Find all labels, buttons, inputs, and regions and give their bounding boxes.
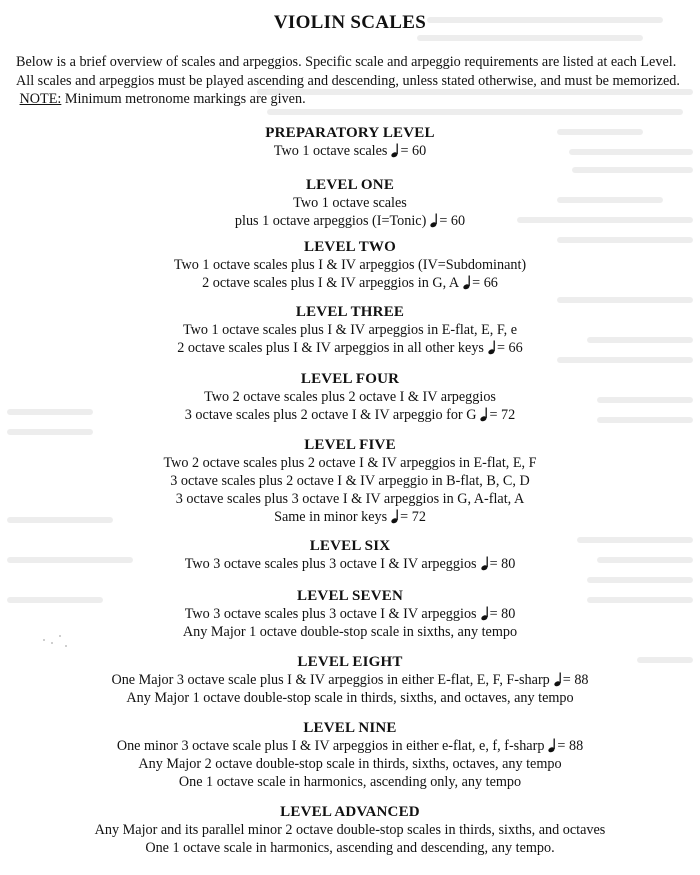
requirement-text: 3 octave scales plus 3 octave I & IV arpeggios in G, A-flat, A [175, 491, 525, 507]
level-requirement-line [0, 454, 700, 472]
requirement-text: Any Major 1 octave double-stop scale in sixths, any tempo [182, 624, 518, 640]
quarter-note-icon [481, 606, 489, 620]
note-label: NOTE: [19, 91, 62, 107]
requirement-text: Any Major and its parallel minor 2 octave double-stop scales in thirds, sixths, and octaves [94, 822, 606, 838]
requirement-text: Same in minor keys [274, 509, 388, 525]
metronome-marking: = 88 [562, 672, 589, 688]
level-heading: LEVEL SIX [309, 538, 391, 554]
level-requirement-line [0, 212, 700, 230]
requirement-text: One 1 octave scale in harmonics, ascending only, any tempo [178, 774, 522, 790]
requirement-text: One 1 octave scale in harmonics, ascending and descending, any tempo. [145, 840, 555, 856]
metronome-marking: = 88 [557, 738, 584, 754]
level-section [0, 537, 700, 573]
requirement-text: Any Major 1 octave double-stop scale in thirds, sixths, and octaves, any tempo [126, 690, 574, 706]
level-requirement-line [0, 339, 700, 357]
level-section [0, 370, 700, 424]
level-section [0, 436, 700, 526]
level-requirement-line [0, 605, 700, 623]
requirement-text: Two 1 octave scales plus I & IV arpeggios in E-flat, E, F, e [182, 322, 518, 338]
metronome-marking: = 72 [489, 407, 516, 423]
requirement-text: Two 3 octave scales plus 3 octave I & IV arpeggios [184, 606, 477, 622]
level-section [0, 587, 700, 641]
level-requirement-line [0, 623, 700, 641]
quarter-note-icon [430, 213, 438, 227]
requirement-text: One minor 3 octave scale plus I & IV arpeggios in either e-flat, e, f, f-sharp [116, 738, 545, 754]
level-requirement-line [0, 256, 700, 274]
level-requirement-line [0, 821, 700, 839]
level-heading: PREPARATORY LEVEL [265, 125, 435, 141]
level-heading: LEVEL FOUR [300, 371, 400, 387]
level-heading: LEVEL TWO [304, 239, 396, 255]
level-heading: LEVEL FIVE [304, 437, 396, 453]
quarter-note-icon [548, 738, 556, 752]
requirement-text: Two 2 octave scales plus 2 octave I & IV arpeggios in E-flat, E, F [163, 455, 537, 471]
level-section [0, 303, 700, 357]
level-section [0, 803, 700, 857]
metronome-marking: = 60 [400, 143, 427, 159]
quarter-note-icon [463, 275, 471, 289]
level-requirement-line [0, 755, 700, 773]
level-requirement-line [0, 321, 700, 339]
requirement-text: Two 3 octave scales plus 3 octave I & IV arpeggios [184, 556, 477, 572]
requirement-text: 2 octave scales plus I & IV arpeggios in G, A [202, 275, 460, 291]
level-heading: LEVEL NINE [303, 720, 397, 736]
level-requirement-line [0, 274, 700, 292]
level-requirement-line [0, 388, 700, 406]
metronome-marking: = 80 [489, 556, 516, 572]
level-requirement-line [0, 142, 700, 160]
level-requirement-line [0, 737, 700, 755]
quarter-note-icon [391, 509, 399, 523]
level-requirement-line [0, 671, 700, 689]
level-heading: LEVEL ONE [305, 177, 395, 193]
level-requirement-line [0, 406, 700, 424]
level-heading: LEVEL THREE [295, 304, 405, 320]
requirement-text: Two 2 octave scales plus 2 octave I & IV arpeggios [204, 389, 496, 405]
level-heading: LEVEL SEVEN [297, 588, 403, 604]
level-section [0, 653, 700, 707]
quarter-note-icon [480, 407, 488, 421]
quarter-note-icon [554, 672, 562, 686]
level-requirement-line [0, 555, 700, 573]
requirement-text: 3 octave scales plus 2 octave I & IV arpeggio in B-flat, B, C, D [170, 473, 530, 489]
metronome-marking: = 72 [400, 509, 426, 525]
requirement-text: 2 octave scales plus I & IV arpeggios in all other keys [177, 340, 484, 356]
metronome-marking: = 66 [472, 275, 498, 291]
level-heading: LEVEL EIGHT [297, 654, 403, 670]
requirement-text: 3 octave scales plus 2 octave I & IV arpeggio for G [184, 407, 477, 423]
level-section [0, 238, 700, 292]
level-section [0, 719, 700, 791]
level-section [0, 124, 700, 160]
requirement-text: Two 1 octave scales [293, 195, 407, 211]
quarter-note-icon [488, 340, 496, 354]
level-section [0, 176, 700, 230]
requirement-text: Two 1 octave scales [273, 143, 388, 159]
intro-text: Below is a brief overview of scales and arpeggios. Specific scale and arpeggio requirements are listed at each Level. All scales and arpeggios must be played ascending and descending, unless stated otherwise, and must be memorized. [16, 54, 680, 89]
intro-paragraph [16, 53, 688, 109]
level-requirement-line [0, 689, 700, 707]
requirement-text: Two 1 octave scales plus I & IV arpeggios (IV=Subdominant) [173, 257, 527, 273]
level-requirement-line [0, 839, 700, 857]
level-heading: LEVEL ADVANCED [280, 804, 420, 820]
level-requirement-line [0, 773, 700, 791]
note-text: Minimum metronome markings are given. [61, 91, 306, 107]
page-title: VIOLIN SCALES [273, 12, 427, 33]
level-requirement-line [0, 490, 700, 508]
level-requirement-line [0, 194, 700, 212]
level-requirement-line [0, 472, 700, 490]
metronome-marking: = 66 [496, 340, 523, 356]
requirement-text: plus 1 octave arpeggios (I=Tonic) [234, 213, 427, 229]
level-requirement-line [0, 508, 700, 526]
quarter-note-icon [391, 143, 399, 157]
requirement-text: One Major 3 octave scale plus I & IV arpeggios in either E-flat, E, F, F-sharp [111, 672, 550, 688]
quarter-note-icon [481, 556, 489, 570]
metronome-marking: = 80 [489, 606, 516, 622]
requirement-text: Any Major 2 octave double-stop scale in thirds, sixths, octaves, any tempo [138, 756, 562, 772]
metronome-marking: = 60 [439, 213, 466, 229]
